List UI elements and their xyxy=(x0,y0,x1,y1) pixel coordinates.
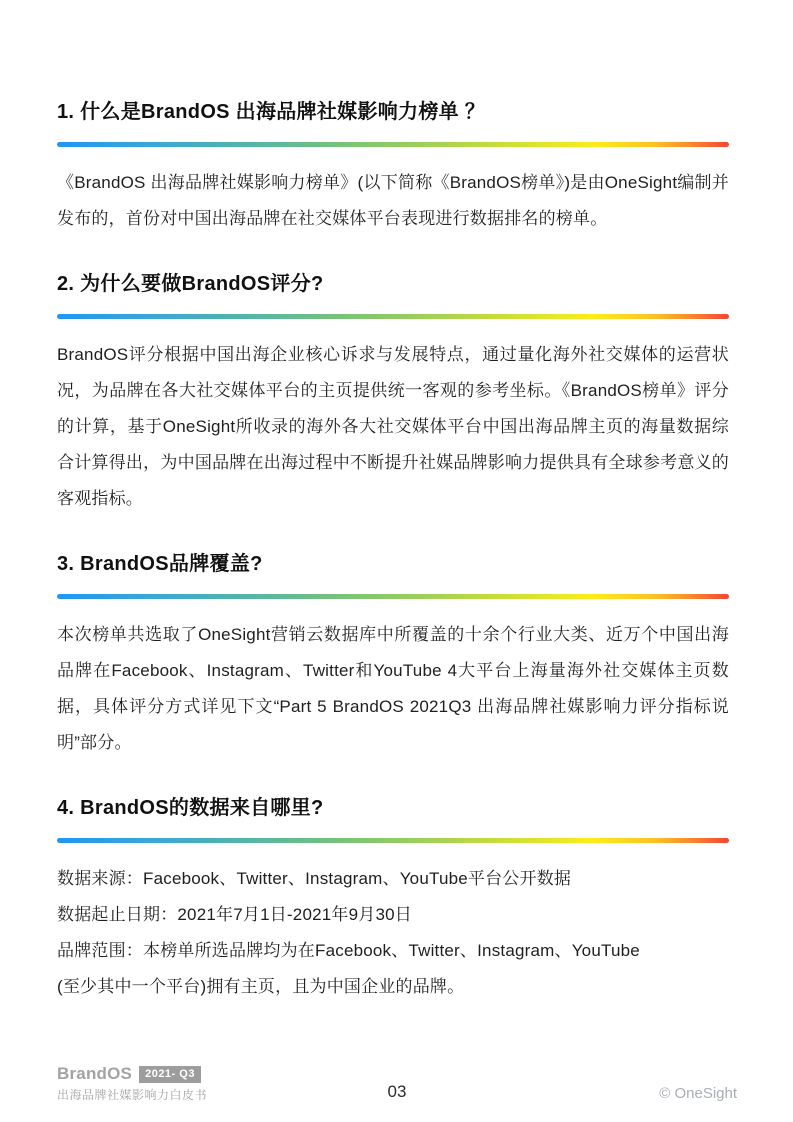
brand-scope-line-continued: (至少其中一个平台)拥有主页，且为中国企业的品牌。 xyxy=(57,977,465,996)
section-body: BrandOS评分根据中国出海企业核心诉求与发展特点，通过量化海外社交媒体的运营状况，为品牌在各大社交媒体平台的主页提供统一客观的参考坐标。《BrandOS榜单》评分的计算，基于OneSight所收录的海外各大社交媒体平台中国出海品牌主页的海量数据综合计算得出，为中国品牌在出海过程中不断提升社媒品牌影响力提供具有全球参考意义的客观指标。 xyxy=(57,345,729,508)
section-what-is-brandos xyxy=(57,99,729,237)
copyright-notice: © OneSight xyxy=(659,1085,738,1102)
section-why-brandos-score xyxy=(57,271,729,517)
page-footer xyxy=(57,1064,737,1103)
footer-quarter-badge: 2021- Q3 xyxy=(139,1066,201,1083)
page-content xyxy=(57,0,729,1039)
gradient-divider xyxy=(57,314,729,319)
brand-scope-line: 品牌范围：本榜单所选品牌均为在Facebook、Twitter、Instagram、YouTube xyxy=(57,941,640,960)
section-title: 4. BrandOS的数据来自哪里? xyxy=(57,797,324,819)
footer-brand-block xyxy=(57,1064,388,1103)
section-title: 1. 什么是BrandOS 出海品牌社媒影响力榜单 ？ xyxy=(57,101,486,123)
footer-brand-row xyxy=(57,1064,388,1084)
footer-subtitle: 出海品牌社媒影响力白皮书 xyxy=(57,1088,208,1102)
footer-brand-logo: BrandOS xyxy=(57,1064,133,1083)
section-body-lines xyxy=(57,861,729,1005)
gradient-divider xyxy=(57,142,729,147)
section-brand-coverage xyxy=(57,551,729,761)
section-body: 本次榜单共选取了OneSight营销云数据库中所覆盖的十余个行业大类、近万个中国出海品牌在Facebook、Instagram、Twitter和YouTube 4大平台上海量海外社交媒体主页数据，具体评分方式详见下文“Part 5 BrandOS 2021Q3 出海品牌社媒影响力评分指标说明”部分。 xyxy=(57,625,729,752)
data-date-range-line: 数据起止日期：2021年7月1日-2021年9月30日 xyxy=(57,905,412,924)
data-source-line: 数据来源：Facebook、Twitter、Instagram、YouTube平台公开数据 xyxy=(57,869,572,888)
gradient-divider xyxy=(57,594,729,599)
gradient-divider xyxy=(57,838,729,843)
section-data-source xyxy=(57,795,729,1005)
section-title: 3. BrandOS品牌覆盖? xyxy=(57,553,263,575)
section-body: 《BrandOS 出海品牌社媒影响力榜单》(以下简称《BrandOS榜单》)是由OneSight编制并发布的，首份对中国出海品牌在社交媒体平台表现进行数据排名的榜单。 xyxy=(57,173,729,228)
page-number: 03 xyxy=(387,1082,407,1101)
section-title: 2. 为什么要做BrandOS评分? xyxy=(57,273,324,295)
